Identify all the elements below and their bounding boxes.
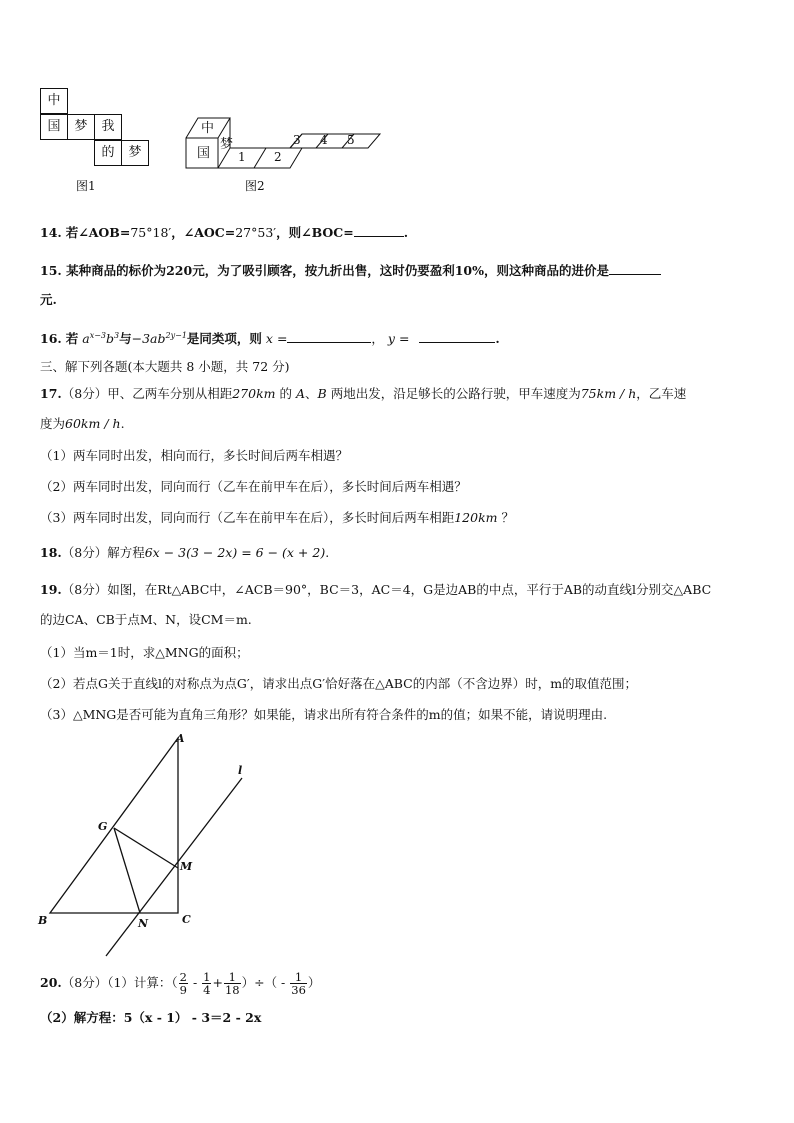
denominator: 9 xyxy=(179,983,187,997)
question-15 xyxy=(40,262,661,279)
variable-x: x = xyxy=(265,331,288,347)
label-a: A xyxy=(176,732,185,745)
speed-value: 60km / h xyxy=(65,416,121,431)
strip-label-4: 4 xyxy=(320,133,328,147)
operator: + xyxy=(212,975,223,990)
figure-2-cube-front: 国 xyxy=(197,146,211,161)
strip-label-1: 1 xyxy=(238,150,246,164)
equation: 6x − 3(3 − 2x) = 6 − (x + 2) xyxy=(144,545,326,560)
fraction-1-36 xyxy=(290,971,307,996)
fraction-1-4 xyxy=(202,971,211,996)
figure-1-caption: 图1 xyxy=(76,179,96,193)
question-text: 若∠AOB= xyxy=(65,225,131,240)
question-number: 20. xyxy=(40,975,62,990)
distance-value: 120km xyxy=(454,510,498,525)
question-text: ，则∠BOC= xyxy=(276,225,354,240)
question-17-line-1 xyxy=(40,386,686,402)
segment-gm xyxy=(114,828,178,868)
denominator: 36 xyxy=(291,983,306,997)
net-cell-meng: 梦 xyxy=(67,114,95,140)
label-m: M xyxy=(180,860,193,873)
question-text: （8分）如图，在Rt△ABC中，∠ACB＝90°，BC＝3，AC＝4，G是边AB的中点，平行于AB的动直线l分别交△ABC xyxy=(61,582,712,597)
punctuation: ） xyxy=(307,975,321,990)
term-base: a xyxy=(82,331,90,347)
label-b: B xyxy=(38,914,48,927)
punctuation: . xyxy=(403,225,409,240)
net-cell-zhong: 中 xyxy=(40,88,68,114)
net-cell-de: 的 xyxy=(94,140,122,166)
punctuation: ？ xyxy=(501,510,515,525)
answer-blank[interactable] xyxy=(354,224,404,237)
numerator: 1 xyxy=(290,971,307,984)
question-number: 19. xyxy=(40,582,62,597)
segment-gn xyxy=(114,828,140,913)
figure-2-cube-side: 梦 xyxy=(220,137,234,152)
term-exponent: 2y−1 xyxy=(165,331,187,340)
distance-value: 270km xyxy=(232,386,276,401)
operator: - xyxy=(188,975,202,990)
label-c: C xyxy=(182,913,191,926)
punctuation: . xyxy=(325,545,330,560)
term-1 xyxy=(82,331,119,346)
triangle-figure xyxy=(30,728,260,963)
strip-label-2: 2 xyxy=(274,150,282,164)
question-19-line-2: 的边CA、CB于点M、N，设CM＝m. xyxy=(40,612,252,627)
question-text: ，乙车速 xyxy=(636,386,687,401)
question-text: （8分）甲、乙两车分别从相距 xyxy=(61,386,233,401)
figure-2-caption: 图2 xyxy=(245,179,265,193)
net-cell-wo: 我 xyxy=(94,114,122,140)
punctuation: ， xyxy=(371,331,384,347)
point-label: A xyxy=(296,386,306,401)
answer-blank-y[interactable] xyxy=(419,330,495,343)
question-number: 15. xyxy=(40,263,62,278)
net-cell-meng-2: 梦 xyxy=(121,140,149,166)
question-18 xyxy=(40,545,329,561)
question-text: 是同类项，则 xyxy=(186,331,262,347)
question-17-line-2 xyxy=(40,416,125,432)
question-text: 的 xyxy=(279,386,293,401)
label-n: N xyxy=(138,917,149,930)
question-17-sub-2: （2）两车同时出发，同向而行（乙车在前甲车在后），多长时间后两车相遇？ xyxy=(40,479,467,494)
question-17-sub-1: （1）两车同时出发，相向而行，多长时间后两车相遇？ xyxy=(40,448,348,463)
figure-2-cube-top: 中 xyxy=(201,121,215,136)
question-19-line-1 xyxy=(40,582,711,598)
term-exponent: x−3 xyxy=(89,331,106,340)
question-text: 若 xyxy=(65,331,79,347)
speed-value: 75km / h xyxy=(580,386,637,401)
angle-value: 75°18′ xyxy=(130,225,172,240)
fraction-1-18 xyxy=(224,971,241,996)
term-coefficient: −3ab xyxy=(131,331,166,347)
question-20-sub-2: （2）解方程：5（x - 1） - 3＝2 - 2x xyxy=(40,1010,262,1025)
question-19-sub-2: （2）若点G关于直线l的对称点为点G′，请求出点G′恰好落在△ABC的内部（不含边界）时，m的取值范围； xyxy=(40,676,638,691)
question-17-sub-3 xyxy=(40,510,514,526)
answer-blank[interactable] xyxy=(609,262,661,275)
numerator: 2 xyxy=(179,970,187,984)
question-text: ，∠AOC= xyxy=(171,225,236,240)
numerator: 1 xyxy=(203,970,211,984)
question-15-unit: 元. xyxy=(40,292,57,307)
strip-label-3: 3 xyxy=(293,133,301,147)
punctuation: . xyxy=(495,331,500,347)
question-14 xyxy=(40,224,408,241)
operator: ）÷（ - xyxy=(241,975,290,990)
question-text: 两地出发，沿足够长的公路行驶，甲车速度为 xyxy=(330,386,581,401)
question-text: 与 xyxy=(119,331,132,347)
variable-y: y = xyxy=(387,331,410,347)
question-19-sub-1: （1）当m＝1时，求△MNG的面积； xyxy=(40,645,249,660)
question-text: 度为 xyxy=(40,416,66,431)
answer-blank-x[interactable] xyxy=(287,330,371,343)
denominator: 18 xyxy=(224,983,240,997)
question-20-sub-1 xyxy=(40,970,320,996)
punctuation: . xyxy=(120,416,125,431)
point-label: B xyxy=(317,386,327,401)
question-text: 某种商品的标价为220元，为了吸引顾客，按九折出售，这时仍要盈利10%，则这种商品的进价是 xyxy=(66,263,609,278)
label-g: G xyxy=(98,820,108,833)
angle-value: 27°53′ xyxy=(235,225,277,240)
strip-label-5: 5 xyxy=(347,133,355,147)
question-number: 17. xyxy=(40,386,62,401)
question-text: （3）两车同时出发，同向而行（乙车在前甲车在后），多长时间后两车相距 xyxy=(40,510,455,525)
denominator: 4 xyxy=(203,983,211,997)
question-text: （8分）解方程 xyxy=(61,545,145,560)
term-base: b xyxy=(106,331,115,347)
question-number: 16. xyxy=(40,331,62,347)
term-2 xyxy=(132,331,187,346)
question-number: 14. xyxy=(40,225,62,240)
question-text: 、 xyxy=(305,386,318,401)
term-exponent: 3 xyxy=(114,331,120,340)
question-19-sub-3: （3）△MNG是否可能为直角三角形？如果能，请求出所有符合条件的m的值；如果不能，请说明理由. xyxy=(40,707,608,722)
label-l: l xyxy=(238,764,243,777)
question-number: 18. xyxy=(40,545,62,560)
question-text: （8分）（1）计算：（ xyxy=(61,975,178,990)
numerator: 1 xyxy=(224,971,241,984)
fraction-2-9 xyxy=(179,971,188,996)
section-heading: 三、解下列各题(本大题共 8 小题，共 72 分) xyxy=(40,359,290,374)
net-cell-guo: 国 xyxy=(40,114,68,140)
question-16 xyxy=(40,328,500,347)
